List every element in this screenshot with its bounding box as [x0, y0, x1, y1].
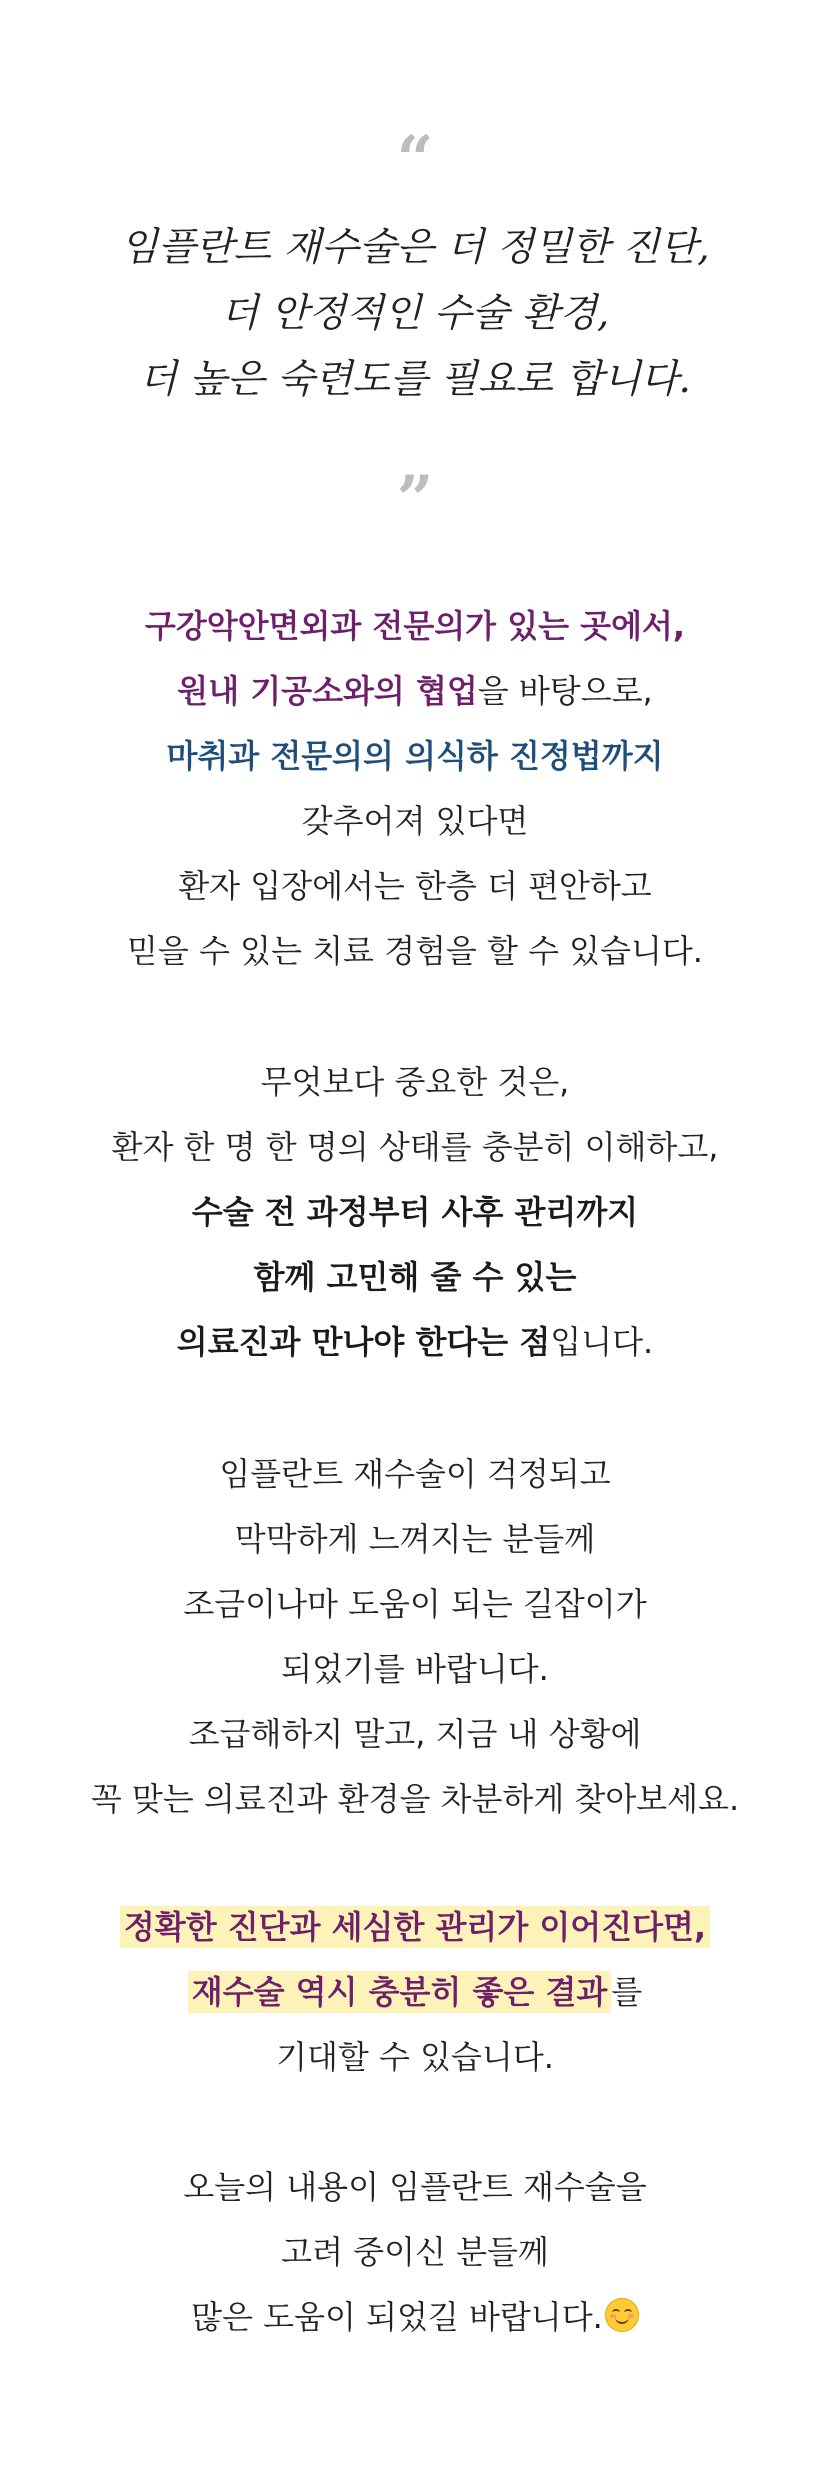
paragraph-line: 함께 고민해 줄 수 있는 [253, 1258, 577, 1296]
open-quote-icon: “ [396, 122, 434, 197]
quote-line: 더 안정적인 수술 환경, [220, 291, 610, 336]
paragraph-line: 꼭 맞는 의료진과 환경을 차분하게 찾아보세요. [90, 1780, 740, 1818]
paragraph-line: 막막하게 느껴지는 분들께 [234, 1520, 596, 1558]
paragraph-line: 조금이나마 도움이 되는 길잡이가 [183, 1585, 647, 1623]
paragraph-highlight [0, 1895, 830, 2090]
highlighted-text: 재수술 역시 충분히 좋은 결과 [188, 1971, 612, 2013]
paragraph-important [0, 1050, 830, 1375]
close-quote-icon: ” [396, 462, 434, 537]
paragraph-closing [0, 2155, 830, 2350]
quote-line: 더 높은 숙련도를 필요로 합니다. [139, 357, 691, 402]
paragraph-line: 되었기를 바랍니다. [281, 1650, 549, 1688]
paragraph-line: 수술 전 과정부터 사후 관리까지 [191, 1193, 639, 1231]
paragraph-line [0, 1310, 830, 1375]
paragraph-line [0, 659, 830, 724]
paragraph-line: 마취과 전문의의 의식하 진정법까지 [166, 737, 664, 775]
plain-text: 입니다. [550, 1323, 654, 1361]
paragraph-line [0, 2285, 830, 2350]
paragraph-line: 구강악안면외과 전문의가 있는 곳에서, [144, 607, 686, 645]
highlighted-text: 정확한 진단과 세심한 관리가 이어진다면, [120, 1906, 710, 1948]
paragraph-line [0, 1895, 830, 1960]
paragraph-line: 환자 한 명 한 명의 상태를 충분히 이해하고, [111, 1128, 719, 1166]
paragraph-line: 조급해하지 말고, 지금 내 상황에 [188, 1715, 642, 1753]
paragraph-line: 임플란트 재수술이 걱정되고 [219, 1455, 611, 1493]
quote-line: 임플란트 재수술은 더 정밀한 진단, [120, 225, 710, 270]
paragraph-line [0, 1960, 830, 2025]
pull-quote [0, 215, 830, 413]
paragraph-line: 고려 중이신 분들께 [281, 2233, 549, 2271]
plain-text: 를 [611, 1973, 643, 2011]
paragraph-specialists [0, 594, 830, 984]
paragraph-line: 기대할 수 있습니다. [276, 2038, 554, 2076]
paragraph-line: 오늘의 내용이 임플란트 재수술을 [183, 2168, 647, 2206]
emphasis-text: 원내 기공소와의 협업 [177, 672, 478, 710]
plain-text: 을 바탕으로, [477, 672, 653, 710]
plain-text: 많은 도움이 되었길 바랍니다. [191, 2298, 603, 2336]
paragraph-line: 무엇보다 중요한 것은, [260, 1063, 570, 1101]
paragraph-line: 갖추어져 있다면 [301, 802, 529, 840]
smiling-face-icon [605, 2298, 639, 2332]
paragraph-line: 믿을 수 있는 치료 경험을 할 수 있습니다. [127, 932, 703, 970]
paragraph-line: 환자 입장에서는 한층 더 편안하고 [178, 867, 652, 905]
emphasis-text: 의료진과 만나야 한다는 점 [176, 1323, 551, 1361]
paragraph-guidance [0, 1442, 830, 1832]
